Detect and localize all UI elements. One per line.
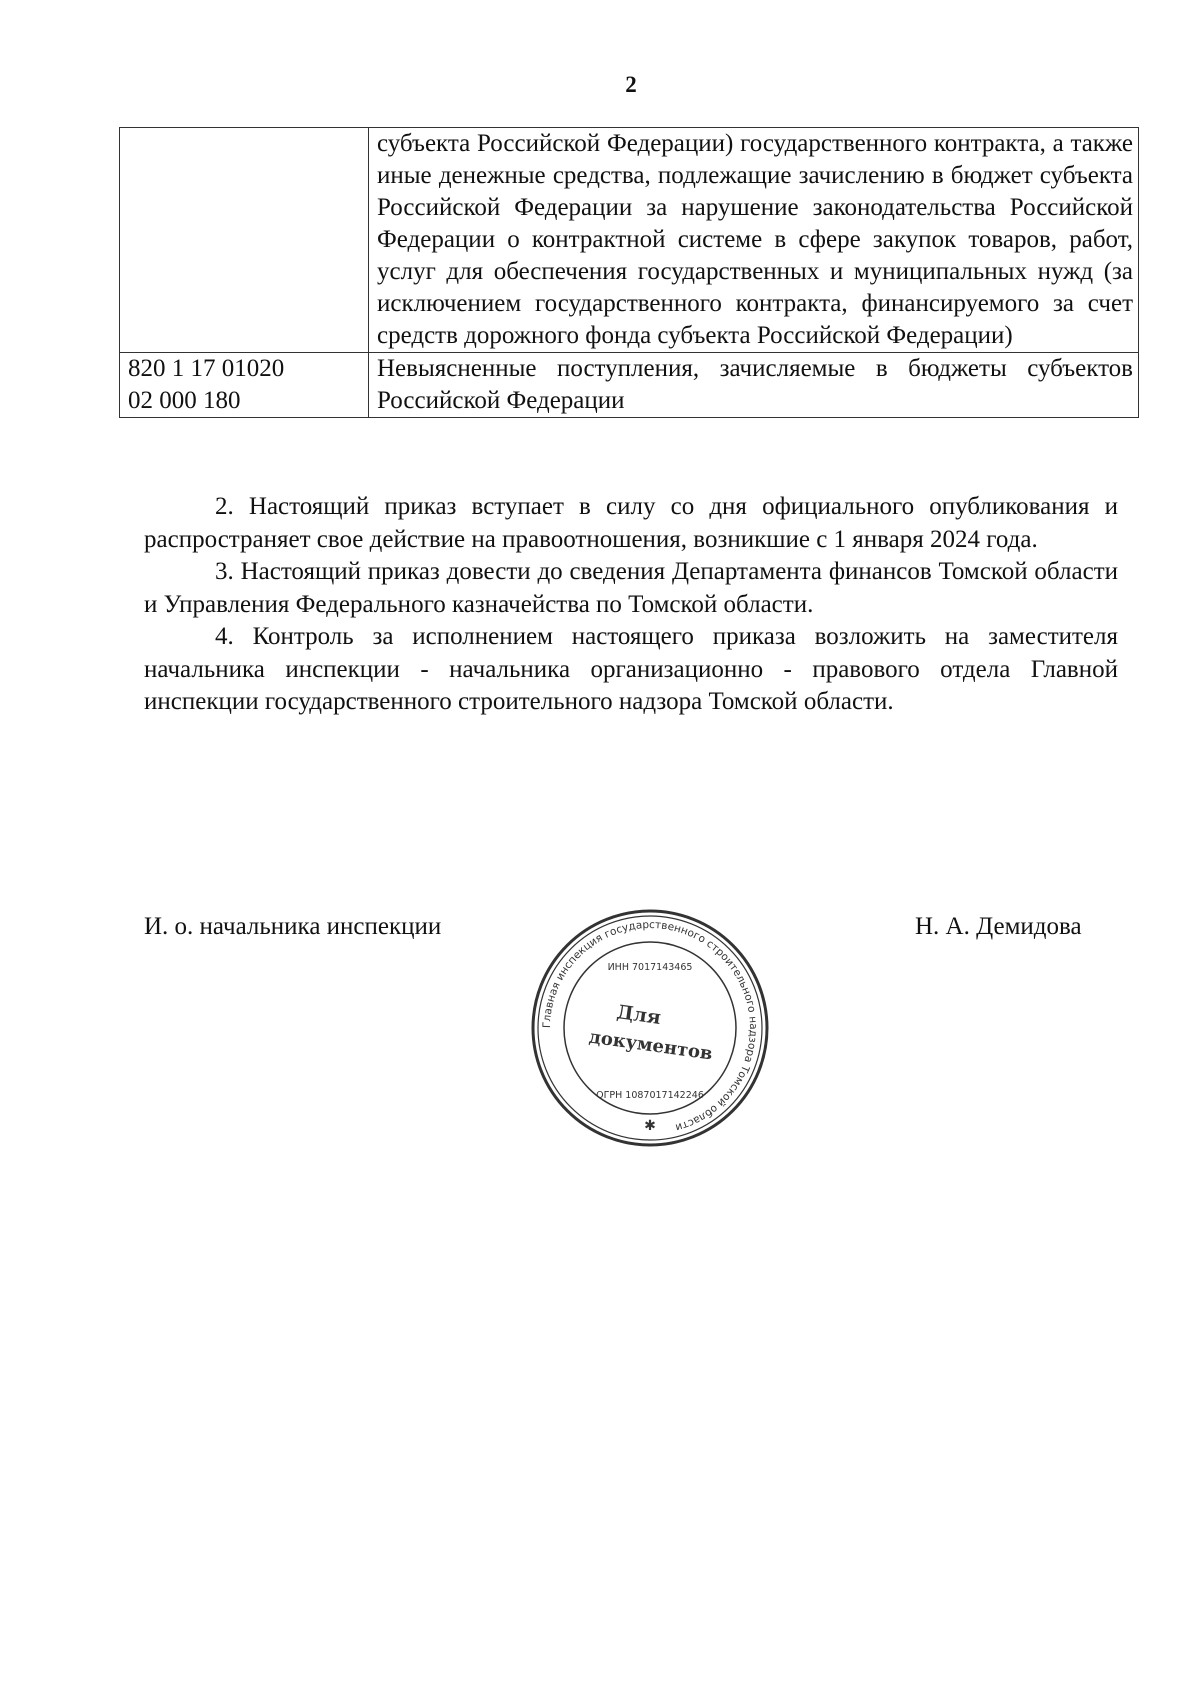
budget-codes-table <box>119 127 1139 418</box>
code-cell <box>120 128 369 353</box>
seal-ogrn: ОГРН 1087017142246 <box>596 1090 704 1101</box>
signatory-name: Н. А. Демидова <box>915 913 1082 940</box>
seal-center-text-2: документов <box>587 1026 714 1065</box>
paragraph-4: 4. Контроль за исполнением настоящего приказа возложить на заместителя начальника инспекции - начальника организационно - правового отдела Главной инспекции государственного строительного надзора Томской области. <box>144 623 1118 715</box>
code-line: 02 000 180 <box>128 387 241 414</box>
paragraph-2: 2. Настоящий приказ вступает в силу со дня официального опубликования и распространяет свое действие на правоотношения, возникшие с 1 января 2024 года. <box>144 493 1118 553</box>
order-paragraphs <box>144 491 1118 719</box>
description-cell: субъекта Российской Федерации) государственного контракта, а также иные денежные средства, подлежащие зачислению в бюджет субъекта Российской Федерации за нарушение законодательства Российской Федерации о контрактной системе в сфере закупок товаров, работ, услуг для обеспечения государственных и муниципальных нужд (за исключением государственного контракта, финансируемого за счет средств дорожного фонда субъекта Российской Федерации) <box>369 128 1139 353</box>
description-cell: Невыясненные поступления, зачисляемые в бюджеты субъектов Российской Федерации <box>369 353 1139 418</box>
seal-inn: ИНН 7017143465 <box>607 962 693 973</box>
seal-rings <box>533 911 767 1145</box>
table-row <box>120 128 1139 353</box>
page-number: 2 <box>625 72 637 97</box>
seal-center-text-1: Для <box>615 1001 663 1030</box>
table-row <box>120 353 1139 418</box>
signatory-title: И. о. начальника инспекции <box>144 913 442 940</box>
seal-outer-text: Главная инспекция государственного строительного надзора Томской области <box>540 918 760 1134</box>
code-cell <box>120 353 369 418</box>
paragraph-3: 3. Настоящий приказ довести до сведения Департамента финансов Томской области и Управления Федерального казначейства по Томской области. <box>144 558 1118 618</box>
official-seal <box>530 908 770 1148</box>
code-line: 820 1 17 01020 <box>128 355 285 382</box>
seal-star-icon: ✱ <box>644 1118 656 1134</box>
